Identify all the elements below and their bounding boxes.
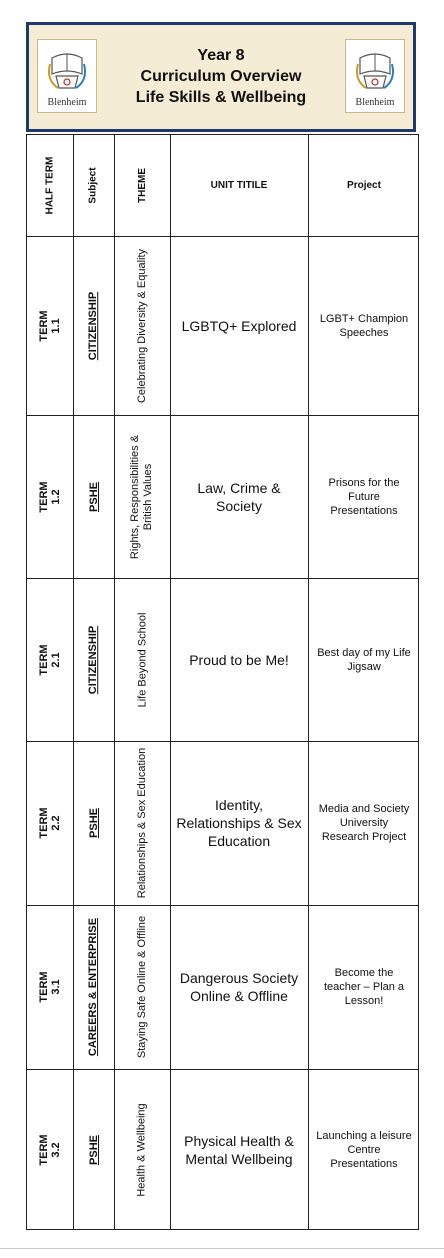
theme-label: Life Beyond School [136,612,149,707]
unit-title: Proud to be Me! [189,651,289,668]
project-label: Prisons for the Future Presentations [328,476,400,517]
table-row [27,741,418,905]
column-header-project: Project [347,180,381,191]
term-label: TERM 3.1 [38,971,62,1003]
table-row [27,236,418,415]
project-label: LGBT+ Champion Speeches [319,312,409,339]
crest-icon [48,44,86,92]
page-bottom-divider [0,1248,444,1249]
unit-title: Dangerous Society Online & Offline [179,970,299,1004]
project-label: Become the teacher – Plan a Lesson! [323,967,405,1007]
theme-label: Rights, Responsibilities & British Values [129,434,154,559]
subject-label: PSHE [87,1134,100,1165]
term-label: TERM 2.2 [38,807,62,839]
column-header-unit-title: UNIT TITILE [210,180,268,191]
term-label: TERM 1.2 [38,480,62,513]
curriculum-table [26,134,419,1230]
theme-label: Celebrating Diversity & Equality [136,248,149,403]
logo-text: Blenheim [47,97,87,108]
crest-icon [356,44,394,92]
table-row [27,1069,418,1230]
term-label: TERM 1.1 [38,309,62,342]
project-label: Media and Society University Research Project [318,803,410,843]
unit-title: Physical Health & Mental Wellbeing [184,1132,294,1167]
school-logo-left [37,39,97,113]
project-label: Launching a leisure Centre Presentations [316,1129,412,1170]
subject-label: CITIZENSHIP [87,291,100,360]
column-header-theme: THEME [136,168,148,203]
column-header-subject: Subject [88,167,99,204]
term-label: TERM 2.1 [38,643,62,676]
title-line-1: Year 8 [197,47,245,64]
table-row [27,905,418,1069]
subject-label: PSHE [87,481,100,512]
unit-title: Identity, Relationships & Sex Education [176,797,302,849]
page-title [101,45,341,108]
table-header-row [27,135,418,236]
theme-label: Relationships & Sex Education [136,747,148,899]
logo-text: Blenheim [355,97,395,108]
theme-label: Staying Safe Online & Offline [136,915,148,1059]
project-label: Best day of my Life Jigsaw [317,646,411,673]
table-row [27,415,418,578]
unit-title: LGBTQ+ Explored [181,317,297,334]
subject-label: CAREERS & ENTERPRISE [87,917,100,1057]
title-line-3: Life Skills & Wellbeing [135,89,307,106]
column-header-half-term: HALF TERM [44,156,56,215]
table-row [27,578,418,741]
title-line-2: Curriculum Overview [140,68,302,85]
subject-label: CITIZENSHIP [87,625,100,694]
theme-label: Health & Wellbeing [136,1102,149,1197]
school-logo-right [345,39,405,113]
header-banner [26,22,416,132]
unit-title: Law, Crime & Society [197,479,281,514]
term-label: TERM 3.2 [38,1133,62,1166]
subject-label: PSHE [87,808,100,838]
